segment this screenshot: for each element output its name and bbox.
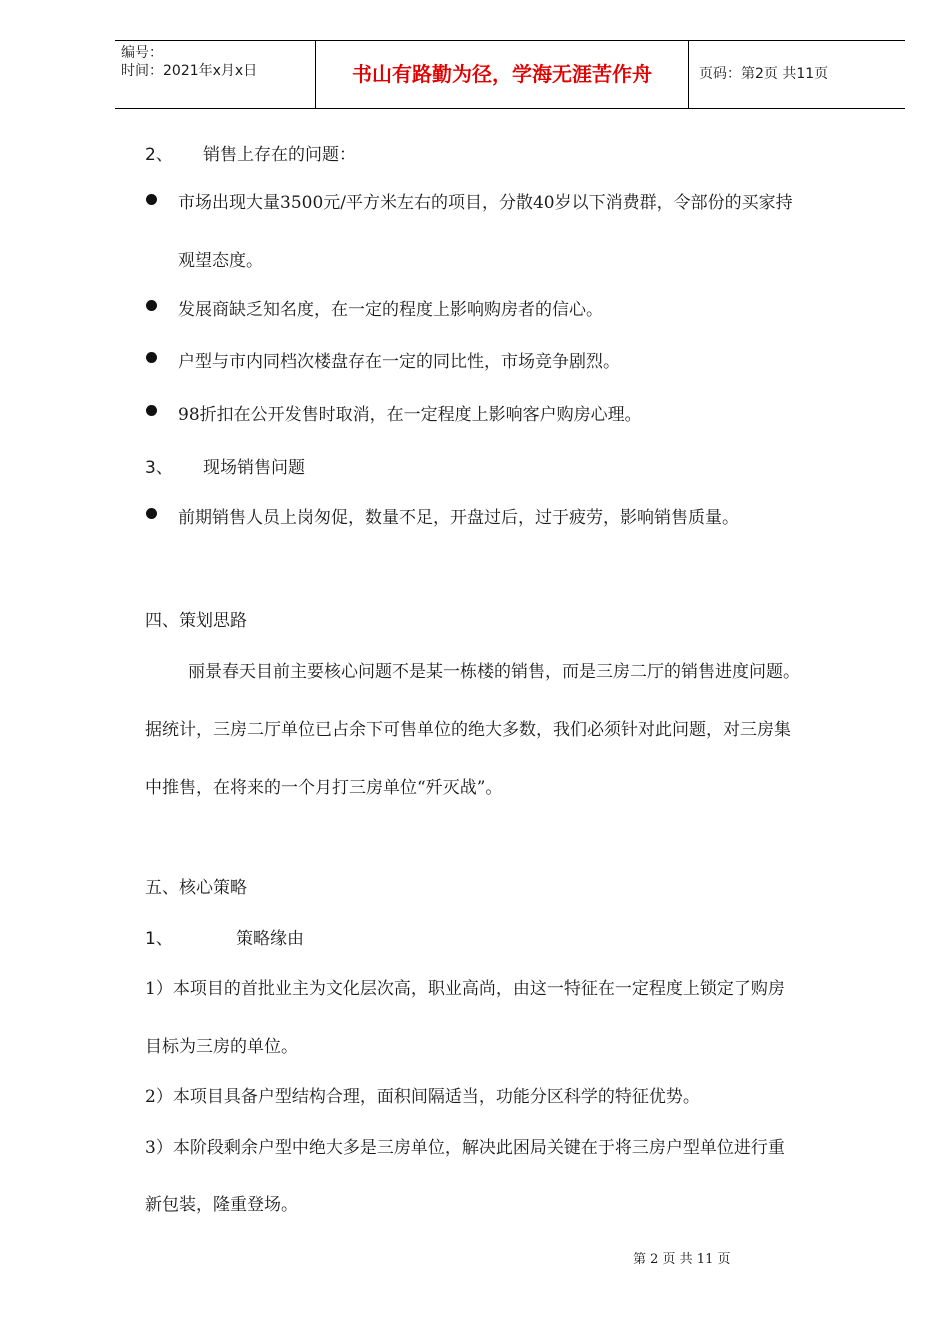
number-label: 编号： — [121, 45, 163, 61]
header-page-number: 页码：第2页 共11页 — [699, 66, 829, 82]
item-2: 2）本项目具备户型结构合理，面积间隔适当，功能分区科学的特征优势。 — [145, 1087, 700, 1107]
section-5-1-title: 策略缘由 — [236, 929, 304, 949]
section-2-number: 2、 — [145, 145, 173, 165]
paragraph-4-line-1: 丽景春天目前主要核心问题不是某一栋楼的销售，而是三房二厅的销售进度问题。 — [188, 662, 800, 682]
page-header — [115, 40, 905, 109]
header-motto: 书山有路勤为径，学海无涯苦作舟 — [315, 41, 689, 108]
bullet-dot — [146, 300, 157, 311]
section-5-heading: 五、核心策略 — [145, 878, 247, 898]
bullet-dot — [146, 508, 157, 519]
section-3-title: 现场销售问题 — [203, 458, 305, 478]
section-5-1-number: 1、 — [145, 929, 173, 949]
item-3-line-2: 新包装，隆重登场。 — [145, 1195, 298, 1215]
bullet-1-line-1: 市场出现大量3500元/平方米左右的项目，分散40岁以下消费群，令部份的买家持 — [178, 193, 793, 213]
page-footer: 第 2 页 共 11 页 — [633, 1252, 731, 1267]
section-3-number: 3、 — [145, 458, 173, 478]
bullet-5: 前期销售人员上岗匆促，数量不足，开盘过后，过于疲劳，影响销售质量。 — [178, 508, 739, 528]
bullet-dot — [146, 194, 157, 205]
bullet-3: 户型与市内同档次楼盘存在一定的同比性，市场竞争剧烈。 — [178, 352, 620, 372]
item-1-line-1: 1）本项目的首批业主为文化层次高，职业高尚，由这一特征在一定程度上锁定了购房 — [145, 979, 785, 999]
header-meta — [115, 41, 315, 108]
item-1-line-2: 目标为三房的单位。 — [145, 1037, 298, 1057]
item-3-line-1: 3）本阶段剩余户型中绝大多是三房单位，解决此困局关键在于将三房户型单位进行重 — [145, 1138, 785, 1158]
section-2-title: 销售上存在的问题： — [203, 145, 356, 165]
bullet-2: 发展商缺乏知名度，在一定的程度上影响购房者的信心。 — [178, 300, 603, 320]
bullet-1-line-2: 观望态度。 — [178, 251, 263, 271]
time-label: 时间：2021年x月x日 — [121, 63, 258, 79]
bullet-dot — [146, 405, 157, 416]
bullet-4: 98折扣在公开发售时取消，在一定程度上影响客户购房心理。 — [178, 405, 642, 425]
section-4-heading: 四、策划思路 — [145, 611, 247, 631]
bullet-dot — [146, 352, 157, 363]
paragraph-4-line-2: 据统计，三房二厅单位已占余下可售单位的绝大多数，我们必须针对此问题，对三房集 — [145, 720, 791, 740]
paragraph-4-line-3: 中推售，在将来的一个月打三房单位“歼灭战”。 — [145, 778, 503, 798]
